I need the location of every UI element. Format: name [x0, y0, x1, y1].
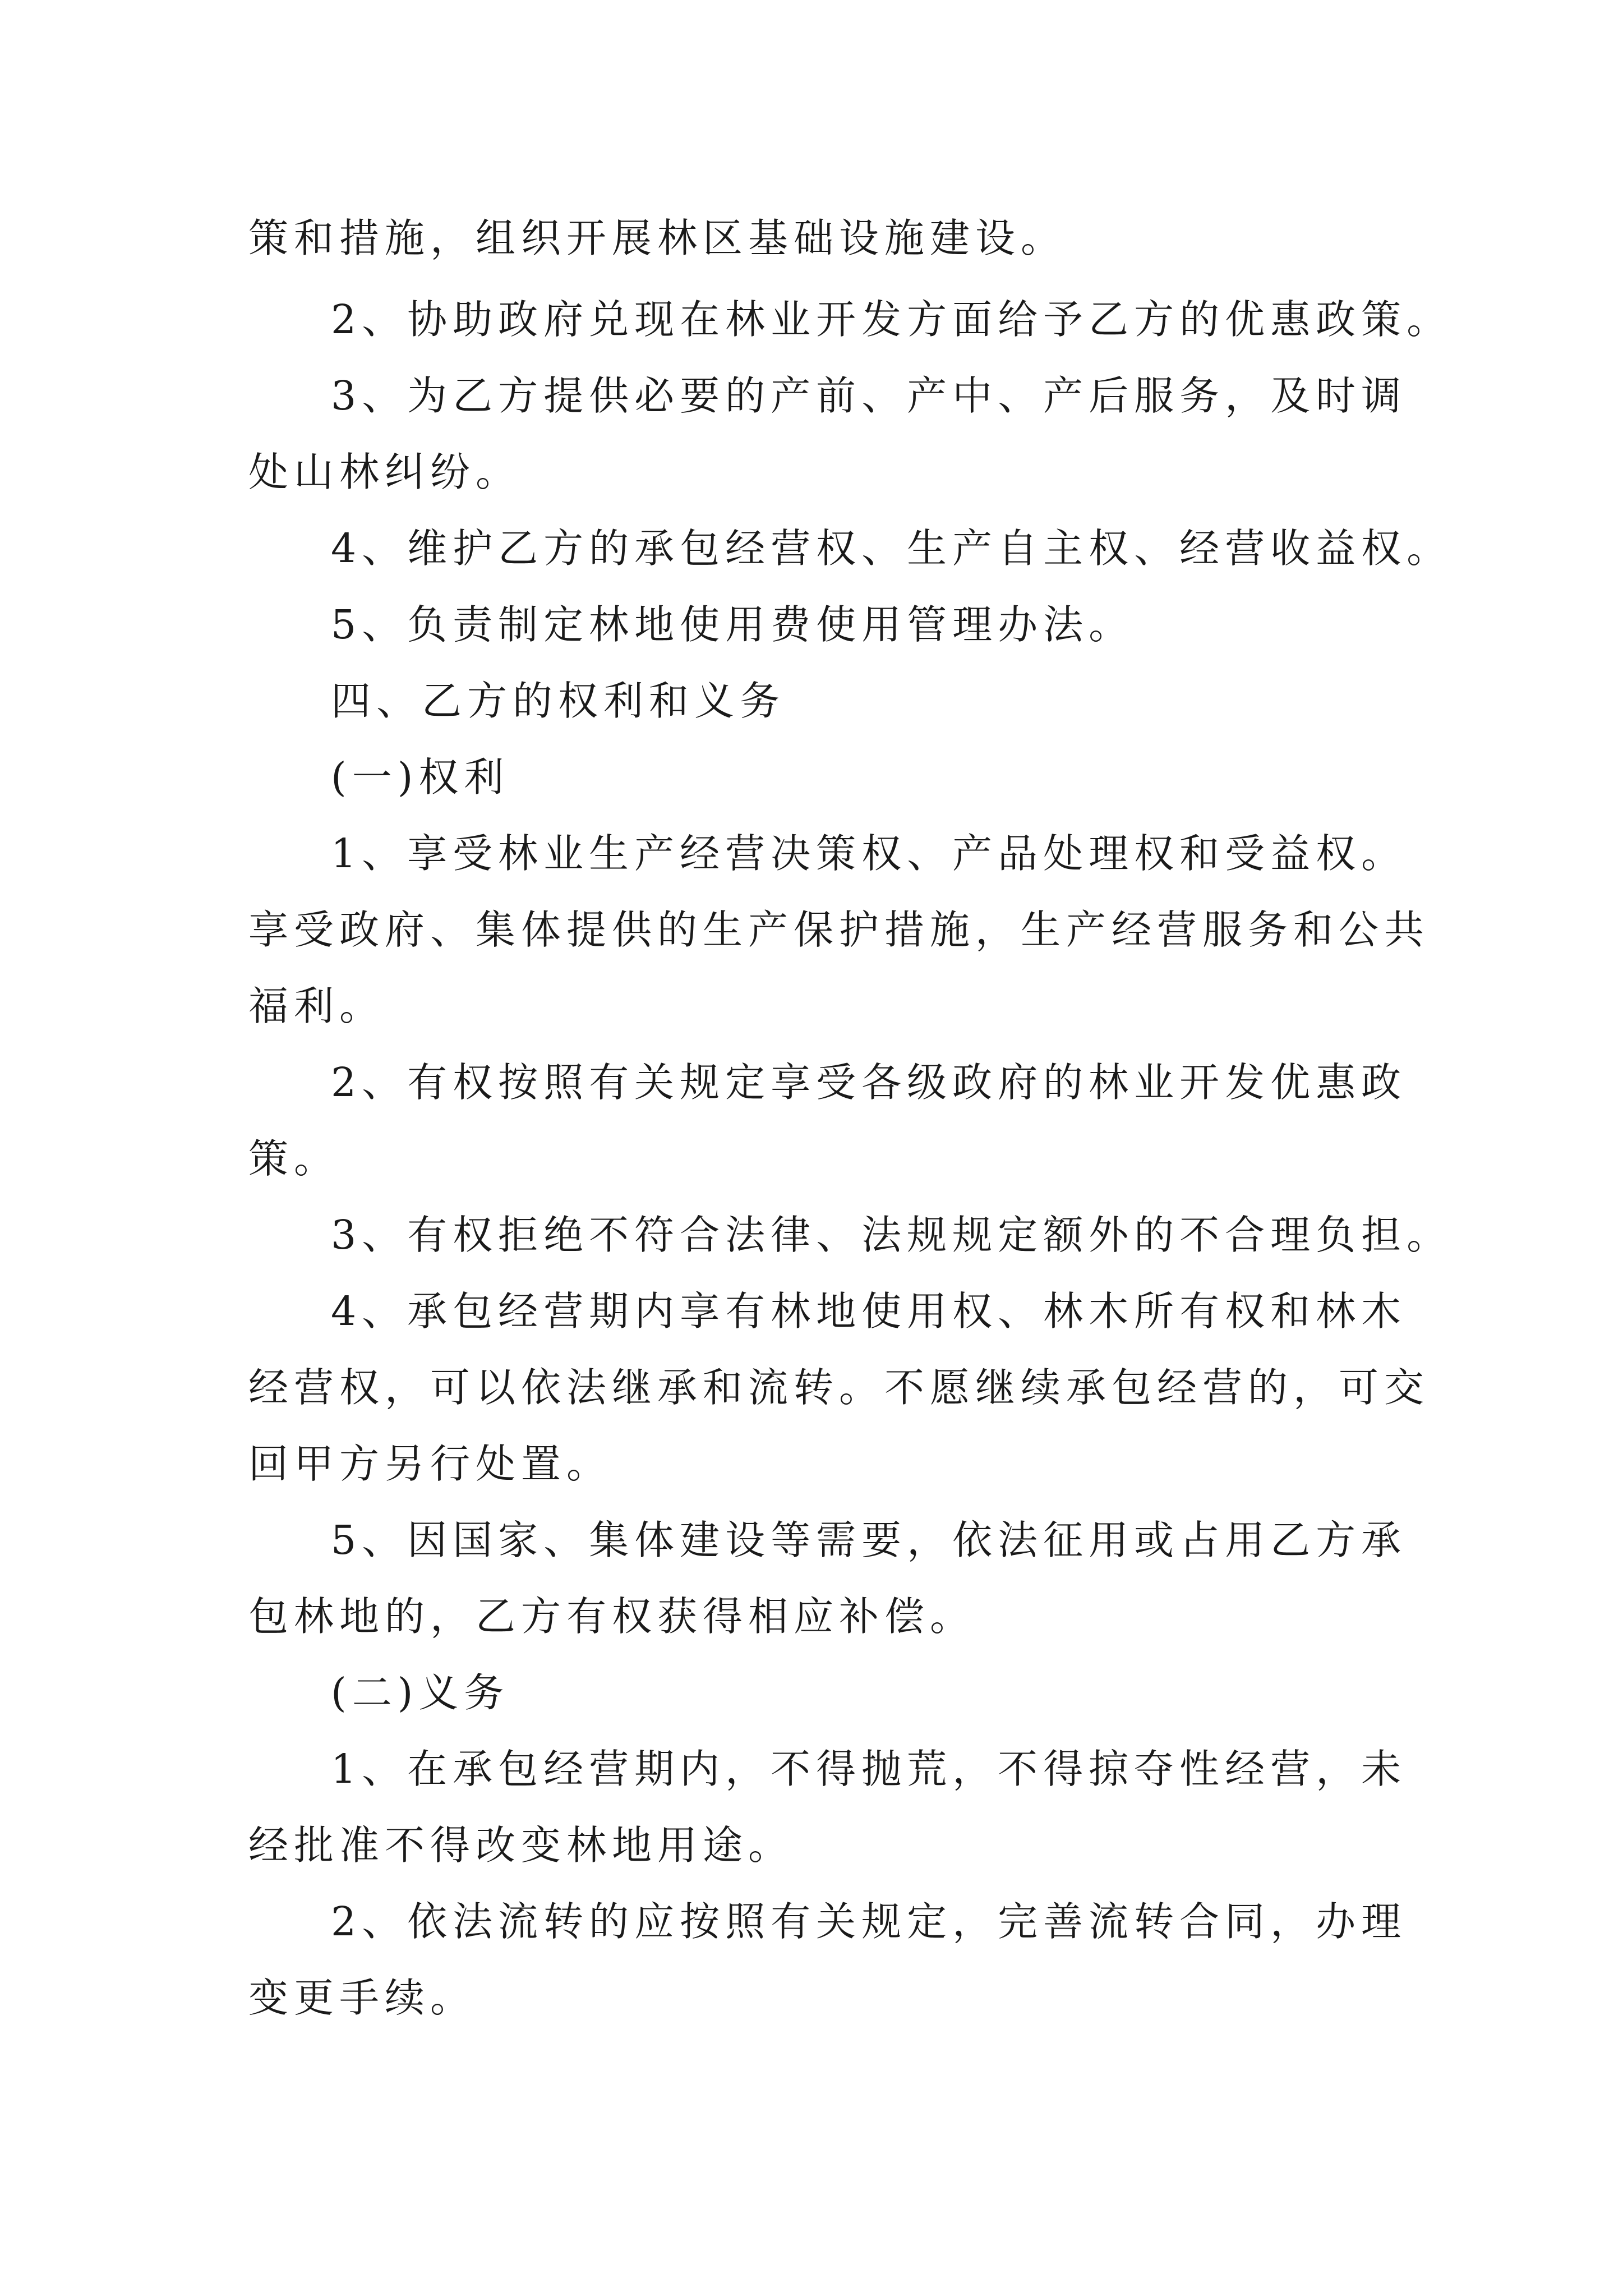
- text-line: 5、负责制定林地使用费使用管理办法。: [331, 601, 1135, 648]
- text-line: 3、有权拒绝不符合法律、法规规定额外的不合理负担。: [331, 1212, 1453, 1258]
- text-line: 5、因国家、集体建设等需要，依法征用或占用乙方承: [331, 1517, 1407, 1563]
- text-line: 1、享受林业生产经营决策权、产品处理权和受益权。: [331, 830, 1407, 877]
- text-line: 2、有权按照有关规定享受各级政府的林业开发优惠政: [331, 1059, 1407, 1106]
- subsection-heading: (一)权利: [331, 754, 510, 800]
- text-line: 包林地的，乙方有权获得相应补偿。: [248, 1593, 976, 1640]
- subsection-heading: (二)义务: [331, 1669, 510, 1716]
- text-line: 经营权，可以依法继承和流转。不愿继续承包经营的，可交: [248, 1364, 1430, 1411]
- text-line: 策和措施，组织开展林区基础设施建设。: [248, 215, 1067, 261]
- section-heading: 四、乙方的权利和义务: [331, 678, 786, 724]
- text-line: 3、为乙方提供必要的产前、产中、产后服务，及时调: [331, 372, 1407, 419]
- text-line: 4、承包经营期内享有林地使用权、林木所有权和林木: [331, 1288, 1407, 1335]
- text-line: 策。: [248, 1135, 340, 1182]
- text-line: 福利。: [248, 983, 385, 1029]
- text-line: 处山林纠纷。: [248, 449, 522, 495]
- text-line: 2、依法流转的应按照有关规定，完善流转合同，办理: [331, 1898, 1407, 1945]
- text-line: 2、协助政府兑现在林业开发方面给予乙方的优惠政策。: [331, 296, 1453, 343]
- text-line: 经批准不得改变林地用途。: [248, 1822, 794, 1869]
- text-line: 享受政府、集体提供的生产保护措施，生产经营服务和公共: [248, 907, 1430, 953]
- text-line: 4、维护乙方的承包经营权、生产自主权、经营收益权。: [331, 525, 1453, 572]
- text-line: 回甲方另行处置。: [248, 1441, 612, 1487]
- text-line: 变更手续。: [248, 1975, 476, 2021]
- text-line: 1、在承包经营期内，不得抛荒，不得掠夺性经营，未: [331, 1746, 1407, 1792]
